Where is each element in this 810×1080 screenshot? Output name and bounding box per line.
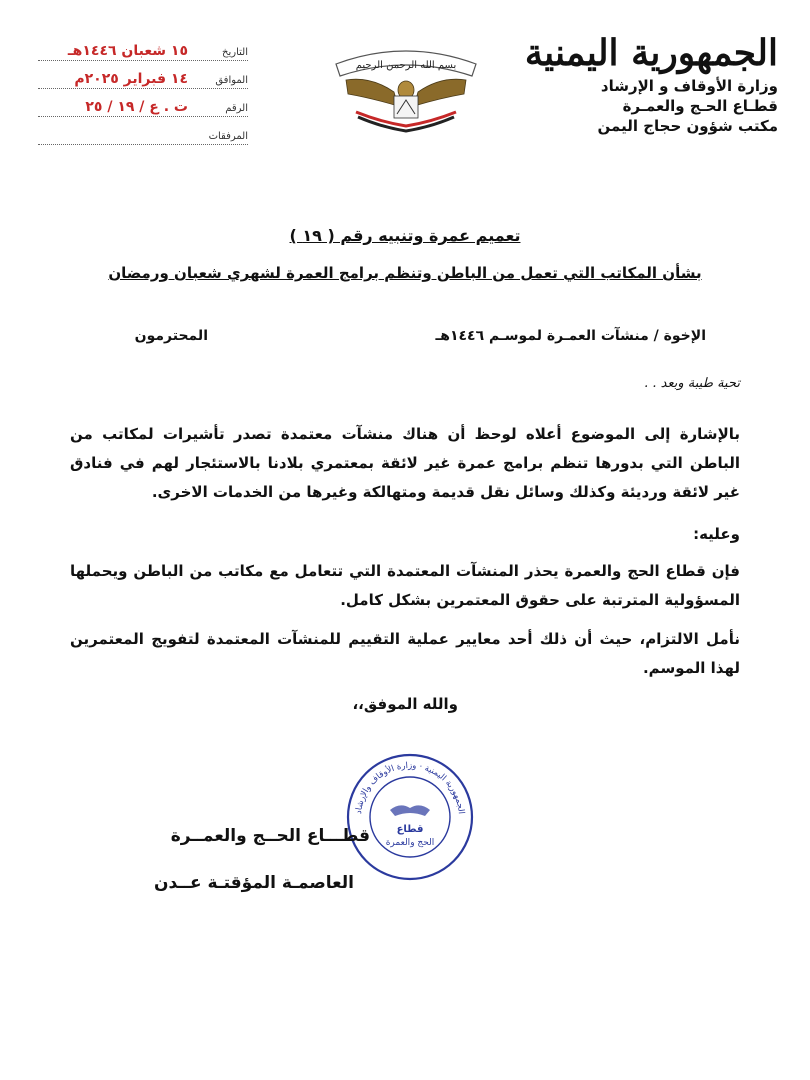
official-stamp bbox=[345, 752, 475, 882]
signature-line-1: قطـــاع الحــج والعمــرة bbox=[170, 826, 370, 846]
circular-title: تعميم عمرة وتنبيه رقم ( ١٩ ) bbox=[289, 226, 521, 245]
recipients: الإخوة / منشآت العمـرة لموسـم ١٤٤٦هـ bbox=[435, 328, 706, 344]
emblem-banner-text: بسم الله الرحمن الرحيم bbox=[355, 60, 457, 71]
body-paragraph-2: وعليه: bbox=[693, 525, 740, 543]
greeting: تحية طيبة وبعد . . bbox=[644, 376, 740, 391]
date-label: التاريخ bbox=[222, 47, 248, 58]
stamp-inner-line1: قطاع bbox=[396, 824, 424, 835]
eagle-left-wing bbox=[346, 79, 398, 106]
yemen-eagle-emblem bbox=[326, 36, 486, 136]
signature-line-2: العاصمـة المؤقتـة عــدن bbox=[154, 873, 354, 893]
eagle-right-wing bbox=[414, 79, 466, 106]
closing: والله الموفق،، bbox=[352, 695, 458, 713]
number-label: الرقم bbox=[225, 103, 248, 114]
number-value: ت . ع / ١٩ / ٢٥ bbox=[85, 99, 188, 115]
body-paragraph-1: بالإشارة إلى الموضوع أعلاه لوحظ أن هناك منشآت معتمدة تصدر تأشيرات لمكاتب من الباطن التي بدورها تنظم برامج عمرة غير لائقة بمعتمري بلادنا بالاستئجار لهم في فنادق غير لائقة ورديئة وكذلك وسائل نقل قديمة ومتهالكة وغيرها من الخدمات الاخرى. bbox=[70, 425, 740, 501]
date-row bbox=[38, 36, 248, 61]
respected: المحترمون bbox=[134, 328, 208, 344]
attachments-row bbox=[38, 120, 248, 145]
number-row bbox=[38, 92, 248, 117]
body-paragraph-4: نأمل الالتزام، حيث أن ذلك أحد معايير عملية التقييم للمنشآت المعتمدة لتفويج المعتمرين لهذا الموسم. bbox=[70, 630, 740, 677]
country-name: الجمهورية اليمنية bbox=[524, 32, 778, 74]
sector-name: قطـاع الحـج والعمـرة bbox=[622, 97, 778, 115]
stamp-eagle-icon bbox=[390, 805, 430, 816]
office-name: مكتب شؤون حجاج اليمن bbox=[597, 117, 778, 135]
corresponding-row bbox=[38, 64, 248, 89]
corresponding-label: الموافق bbox=[215, 75, 248, 86]
circular-subject: بشأن المكاتب التي تعمل من الباطن وتنظم برامج العمرة لشهري شعبان ورمضان bbox=[108, 264, 702, 282]
letterhead bbox=[518, 30, 778, 136]
date-value: ١٥ شعبان ١٤٤٦هـ bbox=[67, 43, 188, 59]
corresponding-value: ١٤ فبراير ٢٠٢٥م bbox=[74, 71, 188, 87]
stamp-outer-ring bbox=[348, 755, 472, 879]
stamp-inner-line2: الحج والعمرة bbox=[385, 838, 435, 848]
letter-meta bbox=[38, 36, 248, 148]
attachments-label: المرفقات bbox=[208, 131, 248, 142]
body-paragraph-3: فإن قطاع الحج والعمرة يحذر المنشآت المعتمدة التي تتعامل مع مكاتب من الباطن ويحملها المسؤولية المترتبة على حقوق المعتمرين بشكل كامل. bbox=[70, 562, 740, 609]
ministry-name: وزارة الأوقاف و الإرشاد bbox=[600, 77, 778, 95]
stamp-outer-text: الجمهورية اليمنية · وزارة الأوقاف والإرشاد bbox=[354, 760, 466, 815]
